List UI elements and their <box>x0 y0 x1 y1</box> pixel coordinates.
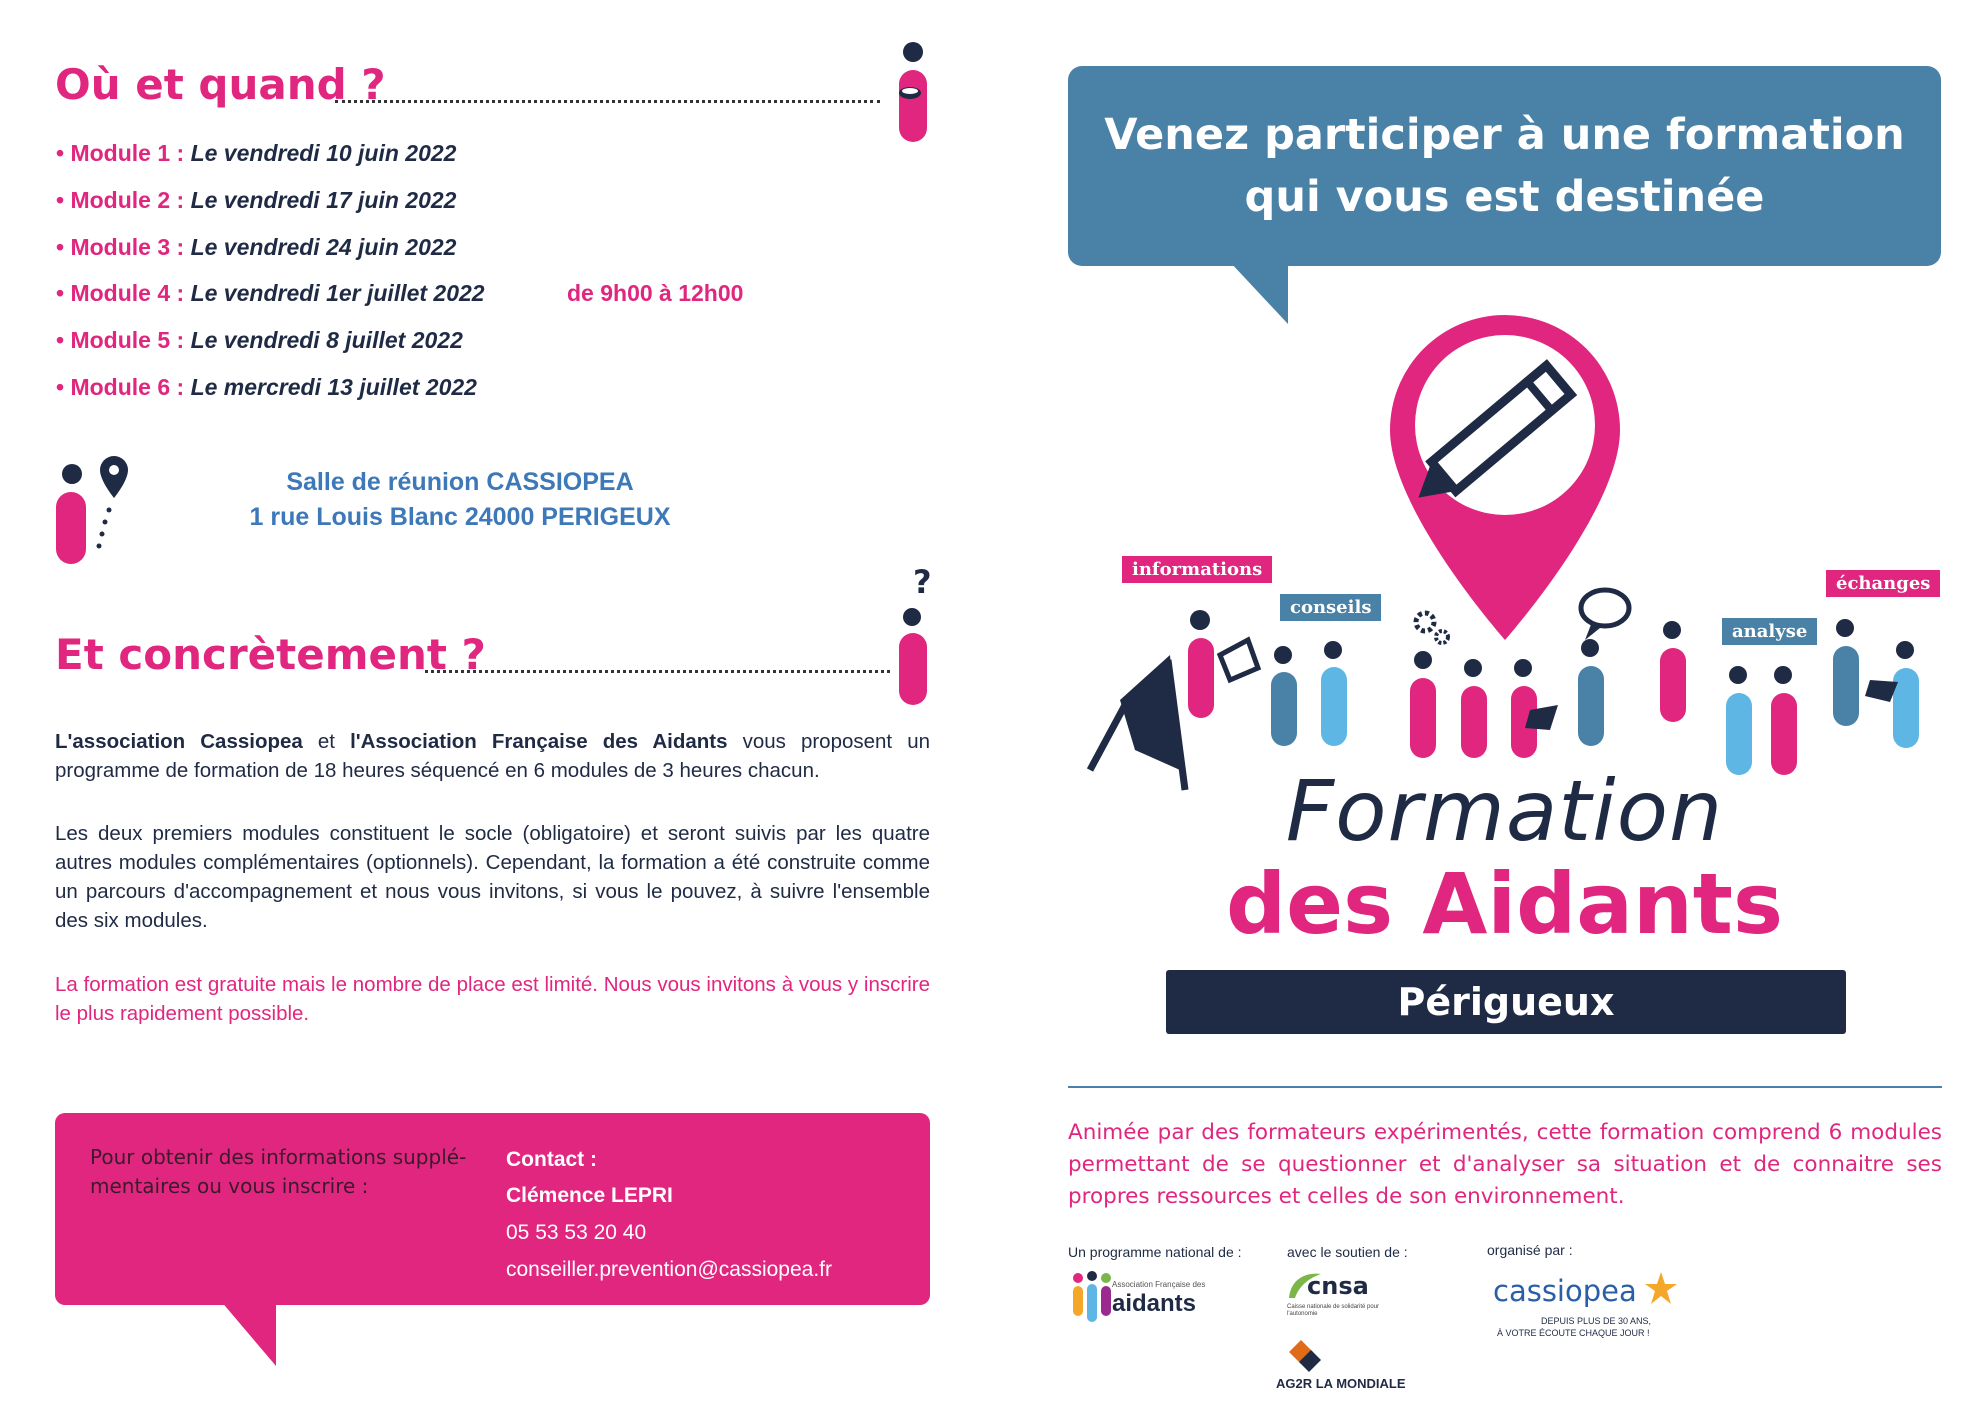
question-person-icon <box>895 565 950 710</box>
paragraph-free: La formation est gratuite mais le nombre de place est limité. Nous vous invitons à vous y inscrire le plus rapidement possible. <box>55 973 930 1025</box>
module-row: • Module 5 : Le vendredi 8 juillet 2022 <box>56 327 463 353</box>
cassiopea-logo <box>1493 1270 1693 1345</box>
speech-bubble-icon <box>1581 590 1629 640</box>
title-dotted-line <box>425 670 890 673</box>
person-icon <box>1771 666 1797 775</box>
cassiopea-sub-1: DEPUIS PLUS DE 30 ANS, <box>1541 1316 1652 1326</box>
cassiopea-text: cassiopea <box>1493 1274 1637 1308</box>
logo-title-aidants: des Aidants <box>1226 855 1783 953</box>
cassiopea-sub-2: À VOTRE ÉCOUTE CHAQUE JOUR ! <box>1497 1328 1650 1338</box>
svg-text:?: ? <box>913 565 932 601</box>
cnsa-text: cnsa <box>1307 1272 1369 1300</box>
tag-echanges: échanges <box>1826 570 1940 597</box>
person-icon <box>1321 641 1347 746</box>
person-icon <box>1833 619 1859 726</box>
banner-bubble <box>1068 66 1941 266</box>
tag-analyse: analyse <box>1722 618 1817 645</box>
national-program-label: Un programme national de : <box>1068 1244 1242 1260</box>
organizer-label: organisé par : <box>1487 1242 1573 1258</box>
ag2r-logo-icon <box>1285 1338 1323 1376</box>
location-person-icon <box>52 452 132 567</box>
ag2r-logo-text: AG2R LA MONDIALE <box>1276 1376 1406 1391</box>
location-line-1: Salle de réunion CASSIOPEA <box>286 468 634 496</box>
contact-intro: Pour obtenir des informations supplé-mentaires ou vous inscrire : <box>90 1145 467 1198</box>
person-icon <box>1461 659 1487 758</box>
person-icon <box>1893 641 1919 748</box>
aidants-logo-big: aidants <box>1112 1290 1197 1317</box>
location-line-2: 1 rue Louis Blanc 24000 PERIGEUX <box>249 503 671 531</box>
person-icon <box>1660 621 1686 722</box>
contact-box-tail <box>220 1300 280 1368</box>
aidants-logo <box>1068 1270 1238 1330</box>
cnsa-subtitle: Caisse nationale de solidarité pour l'autonomie <box>1287 1304 1380 1317</box>
person-icon <box>1410 651 1436 758</box>
tag-conseils: conseils <box>1280 594 1381 621</box>
star-icon <box>1643 1270 1679 1306</box>
concretely-title: Et concrètement ? <box>55 630 486 679</box>
formation-illustration <box>1080 310 1950 800</box>
cnsa-logo <box>1287 1270 1397 1320</box>
gear-icon <box>1416 613 1448 643</box>
module-row: • Module 4 : Le vendredi 1er juillet 2022 <box>56 280 485 306</box>
contact-phone: 05 53 53 20 40 <box>506 1221 647 1244</box>
person-icon <box>1188 610 1214 718</box>
intro-paragraph: Animée par des formateurs expérimentés, cette formation comprend 6 modules permettant de se questionner et d'analyser sa situation et de connaitre ses propres ressources et celles de son environnement. <box>1068 1120 1942 1209</box>
hours-text: de 9h00 à 12h00 <box>567 280 744 306</box>
module-row: • Module 3 : Le vendredi 24 juin 2022 <box>56 234 457 260</box>
paragraph-program: L'association Cassiopea et l'Association Française des Aidants vous proposent un programme de formation de 18 heures séquencé en 6 modules de 3 heures chacun. <box>55 730 930 782</box>
separator-line <box>1068 1086 1942 1088</box>
aidants-logo-small: Association Française des <box>1112 1280 1206 1289</box>
logo-title-formation: Formation <box>1285 762 1724 860</box>
paper-icon <box>1220 640 1258 680</box>
module-row: • Module 1 : Le vendredi 10 juin 2022 <box>56 140 457 166</box>
contact-name: Clémence LEPRI <box>506 1184 673 1207</box>
person-icon <box>888 40 938 145</box>
module-row: • Module 2 : Le vendredi 17 juin 2022 <box>56 187 457 213</box>
where-when-title: Où et quand ? <box>55 60 386 109</box>
contact-email[interactable]: conseiller.prevention@cassiopea.fr <box>506 1258 832 1281</box>
person-icon <box>1726 666 1752 775</box>
banner-line-1: Venez participer à une formation <box>1104 110 1905 160</box>
aidants-logo-icon <box>1068 1270 1114 1326</box>
person-icon <box>1511 659 1537 758</box>
city-bar: Périgueux <box>1166 970 1846 1034</box>
person-icon <box>1271 646 1297 746</box>
tag-informations: informations <box>1122 556 1272 583</box>
person-icon <box>1578 639 1604 746</box>
banner-line-2: qui vous est destinée <box>1244 172 1765 222</box>
paragraph-modules: Les deux premiers modules constituent le socle (obligatoire) et seront suivis par les quatre autres modules complémentaires (optionnels). Cependant, la formation a été construite comme un parcours d'accompagnement et nous vous invitons, si vous le pouvez, à suivre l'ensemble des six modules. <box>55 822 930 932</box>
contact-label: Contact : <box>506 1148 597 1171</box>
module-row: • Module 6 : Le mercredi 13 juillet 2022 <box>56 374 477 400</box>
support-label: avec le soutien de : <box>1287 1244 1408 1260</box>
title-dotted-line <box>335 100 880 103</box>
